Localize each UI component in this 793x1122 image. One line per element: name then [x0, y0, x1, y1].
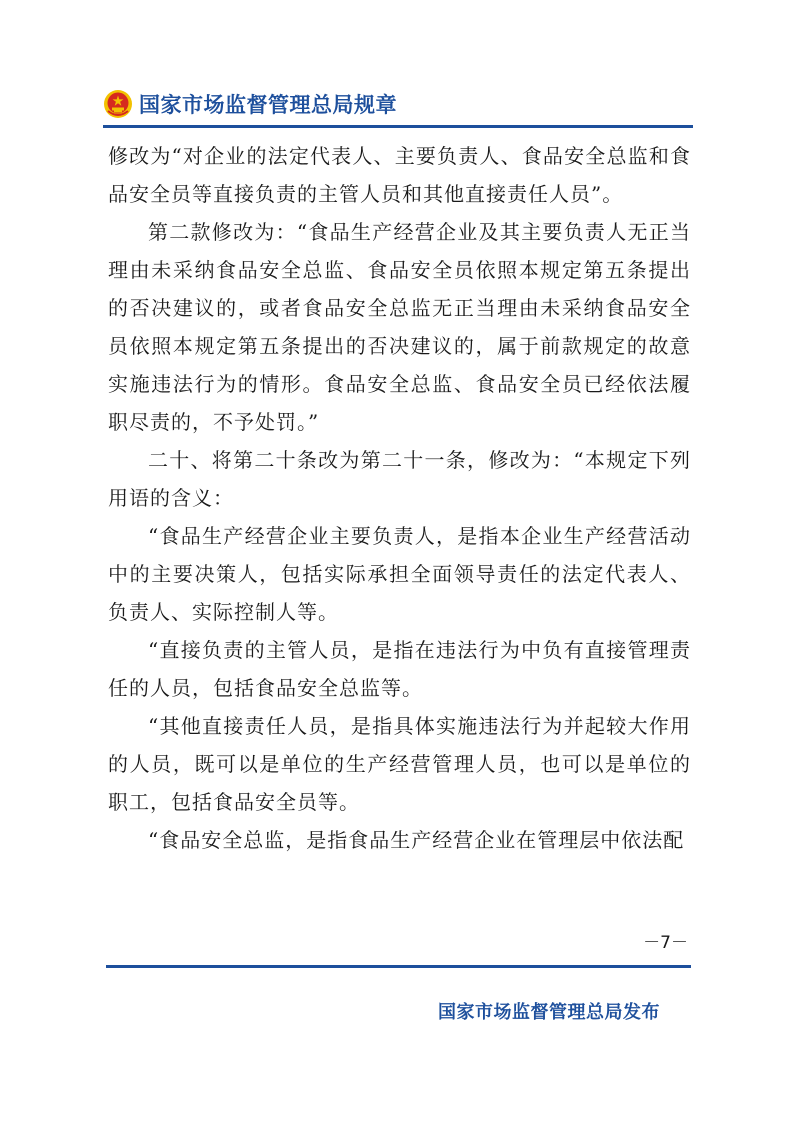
paragraph: 二十、将第二十条改为第二十一条，修改为：“本规定下列用语的含义：: [108, 448, 691, 510]
page-number: －7－: [643, 933, 688, 953]
paragraph: “直接负责的主管人员，是指在违法行为中负有直接管理责任的人员，包括食品安全总监等。: [108, 638, 691, 700]
national-emblem-icon: [103, 89, 133, 119]
document-body: [108, 137, 691, 859]
paragraph: 第二款修改为：“食品生产经营企业及其主要负责人无正当理由未采纳食品安全总监、食品安全员依照本规定第五条提出的否决建议的，或者食品安全总监无正当理由未采纳食品安全员依照本规定第五条提出的否决建议的，属于前款规定的故意实施违法行为的情形。食品安全总监、食品安全员已经依法履职尽责的，不予处罚。”: [108, 220, 691, 434]
header-divider: [103, 125, 693, 128]
header-title: 国家市场监督管理总局规章: [139, 93, 397, 117]
footer-title: 国家市场监督管理总局发布: [438, 1002, 660, 1023]
paragraph: 修改为“对企业的法定代表人、主要负责人、食品安全总监和食品安全员等直接负责的主管人员和其他直接责任人员”。: [108, 144, 691, 206]
paragraph: “其他直接责任人员，是指具体实施违法行为并起较大作用的人员，既可以是单位的生产经营管理人员，也可以是单位的职工，包括食品安全员等。: [108, 714, 691, 814]
footer-divider: [106, 965, 691, 968]
paragraph: “食品生产经营企业主要负责人，是指本企业生产经营活动中的主要决策人，包括实际承担全面领导责任的法定代表人、负责人、实际控制人等。: [108, 524, 691, 624]
paragraph: “食品安全总监，是指食品生产经营企业在管理层中依法配: [148, 828, 685, 852]
page-header: [103, 86, 397, 122]
